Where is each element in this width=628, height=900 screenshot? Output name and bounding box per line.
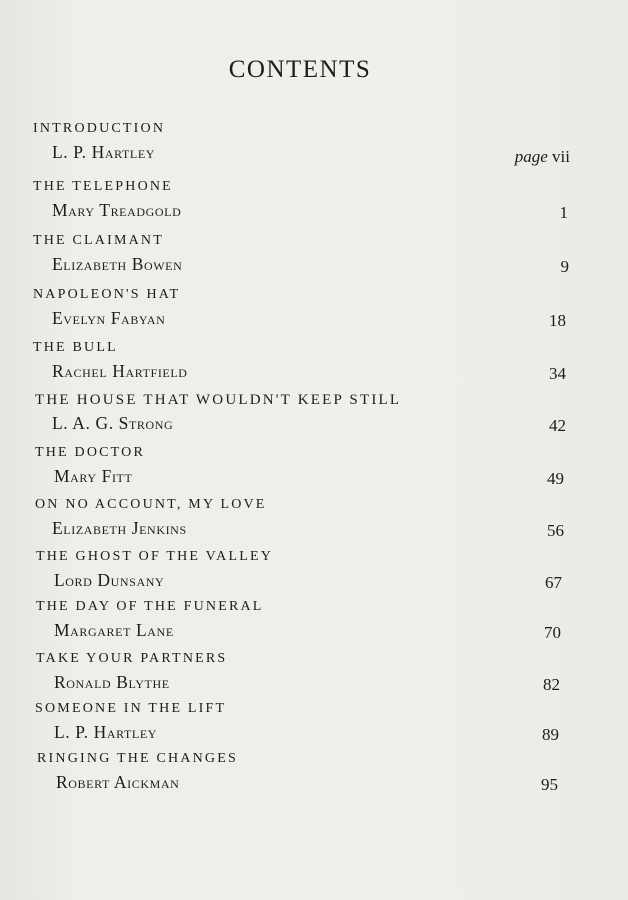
toc-entry (0, 599, 628, 649)
page-number (480, 147, 570, 167)
story-title: ON NO ACCOUNT, MY LOVE (35, 497, 267, 512)
story-title: THE GHOST OF THE VALLEY (36, 549, 274, 564)
page-prefix: page (514, 147, 548, 166)
page-number: 1 (559, 203, 568, 222)
toc-entry (0, 701, 628, 751)
story-title: NAPOLEON'S HAT (33, 287, 181, 302)
story-author: Mary Treadgold (52, 200, 182, 220)
page-number: 67 (545, 573, 562, 592)
story-author: L. P. Hartley (54, 722, 158, 742)
story-title: THE BULL (33, 340, 118, 355)
page-number: 89 (542, 725, 559, 744)
page-number: 95 (541, 775, 558, 794)
page-number: 34 (549, 364, 566, 383)
story-title: THE CLAIMANT (33, 233, 164, 248)
page-number: 18 (549, 311, 566, 330)
story-author: Rachel Hartfield (52, 361, 188, 381)
story-author: Elizabeth Jenkins (52, 518, 187, 538)
toc-entry (0, 392, 628, 442)
story-author: Ronald Blythe (54, 672, 170, 692)
toc-entry (0, 179, 628, 229)
story-author: Margaret Lane (54, 620, 174, 640)
page-number: 82 (543, 675, 560, 694)
toc-entry (0, 233, 628, 283)
page-number: 70 (544, 623, 561, 642)
story-author: L. P. Hartley (52, 142, 156, 162)
story-author: Elizabeth Bowen (52, 254, 183, 274)
toc-entry (0, 651, 628, 701)
page-number: 49 (547, 469, 564, 488)
page-number: 42 (549, 416, 566, 435)
story-title: THE HOUSE THAT WOULDN'T KEEP STILL (35, 392, 402, 408)
story-title: THE TELEPHONE (33, 179, 173, 194)
page-number-value: vii (552, 147, 570, 166)
toc-entry (0, 751, 628, 801)
story-title: THE DOCTOR (35, 445, 146, 460)
toc-entry (0, 121, 628, 171)
story-author: L. A. G. Strong (52, 413, 174, 433)
toc-entry (0, 445, 628, 495)
story-author: Lord Dunsany (54, 570, 165, 590)
toc-entry (0, 340, 628, 390)
story-title: RINGING THE CHANGES (37, 751, 238, 766)
toc-entry (0, 549, 628, 599)
page-number: 9 (560, 257, 569, 276)
page-title: CONTENTS (228, 56, 372, 83)
toc-entry (0, 497, 628, 547)
story-title: SOMEONE IN THE LIFT (35, 701, 227, 716)
story-author: Robert Aickman (56, 772, 180, 792)
story-title: TAKE YOUR PARTNERS (36, 651, 228, 666)
page-number: 56 (547, 521, 564, 540)
story-author: Evelyn Fabyan (52, 308, 166, 328)
story-title: THE DAY OF THE FUNERAL (36, 599, 264, 614)
story-title: INTRODUCTION (33, 121, 166, 136)
toc-entry (0, 287, 628, 337)
story-author: Mary Fitt (54, 466, 133, 486)
